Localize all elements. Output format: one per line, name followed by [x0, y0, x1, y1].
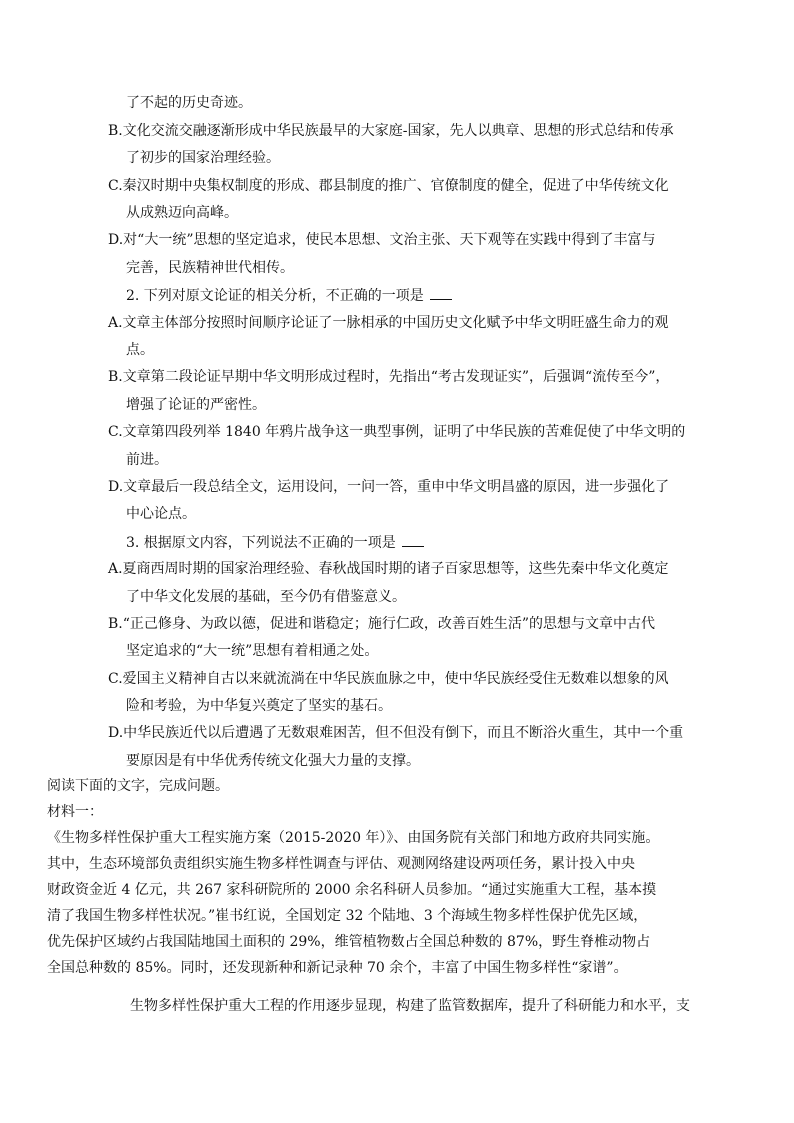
answer-blank: [430, 285, 452, 300]
text-line: 《生物多样性保护重大工程实施方案（2015-2020 年）》、由国务院有关部门和地方政府共同实施。: [47, 830, 660, 846]
text-line: B.“正己修身、为政以德，促进和谐稳定；施行仁政，改善百姓生活”的思想与文章中古代: [108, 616, 656, 632]
text-line: C.文章第四段列举 1840 年鸦片战争这一典型事例，证明了中华民族的苦难促使了中华文明的: [108, 424, 686, 440]
text-line: 要原因是有中华优秀传统文化强大力量的支撑。: [126, 753, 420, 769]
text-line: 中心论点。: [126, 506, 196, 522]
text-line: A.夏商西周时期的国家治理经验、春秋战国时期的诸子百家思想等，这些先秦中华文化奠定: [108, 561, 669, 577]
text-line: 生物多样性保护重大工程的作用逐步显现，构建了监管数据库，提升了科研能力和水平，支: [130, 998, 690, 1014]
text-line: 从成熟迈向高峰。: [126, 205, 238, 221]
text-line: B.文章第二段论证早期中华文明形成过程时，先指出“考古发现证实”，后强调“流传至今”，: [108, 369, 670, 385]
text-line: B.文化交流交融逐渐形成中华民族最早的大家庭-国家，先人以典章、思想的形式总结和传承: [108, 123, 674, 139]
text-line: 了初步的国家治理经验。: [126, 150, 280, 166]
text-line: 清了我国生物多样性状况。”崔书红说，全国划定 32 个陆地、3 个海域生物多样性保护优先区域，: [47, 908, 648, 924]
text-line: 坚定追求的“大一统”思想有着相通之处。: [126, 643, 379, 659]
text-line: 增强了论证的严密性。: [126, 397, 266, 413]
text-line: 全国总种数的 85%。同时，还发现新种和新记录种 70 余个，丰富了中国生物多样性“家谱”。: [47, 960, 628, 976]
text-line: D.中华民族近代以后遭遇了无数艰难困苦，但不但没有倒下，而且不断浴火重生，其中一个重: [108, 725, 684, 741]
text-line: 点。: [126, 342, 154, 358]
text-line: 险和考验，为中华复兴奠定了坚实的基石。: [126, 698, 392, 714]
text-line: D.对“大一统”思想的坚定追求，使民本思想、文治主张、天下观等在实践中得到了丰富与: [108, 232, 656, 248]
text-line: 优先保护区域约占我国陆地国土面积的 29%，维管植物数占全国总种数的 87%，野生脊椎动物占: [47, 934, 651, 950]
text-line: 其中，生态环境部负责组织实施生物多样性调查与评估、观测网络建设两项任务，累计投入中央: [47, 856, 635, 872]
text-line: A.文章主体部分按照时间顺序论证了一脉相承的中国历史文化赋予中华文明旺盛生命力的观: [108, 315, 669, 331]
text-line: 材料一：: [47, 804, 103, 820]
text-line: C.秦汉时期中央集权制度的形成、郡县制度的推广、官僚制度的健全，促进了中华传统文化: [108, 178, 669, 194]
text-line: 财政资金近 4 亿元，共 267 家科研院所的 2000 余名科研人员参加。“通过实施重大工程，基本摸: [47, 882, 657, 898]
text-line: 前进。: [126, 452, 168, 468]
text-line: 完善，民族精神世代相传。: [126, 260, 294, 276]
text-line: 2. 下列对原文论证的相关分析，不正确的一项是: [126, 285, 452, 306]
text-line: C.爱国主义精神自古以来就流淌在中华民族血脉之中，使中华民族经受住无数难以想象的风: [108, 671, 669, 687]
text-line: 了不起的历史奇迹。: [126, 95, 252, 111]
text-line: 阅读下面的文字，完成问题。: [47, 778, 229, 794]
text-line: D.文章最后一段总结全文，运用设问，一问一答，重申中华文明昌盛的原因，进一步强化了: [108, 479, 670, 495]
text-line: 3. 根据原文内容，下列说法不正确的一项是: [126, 532, 424, 553]
answer-blank: [402, 532, 424, 547]
text-line: 了中华文化发展的基础，至今仍有借鉴意义。: [126, 589, 406, 605]
